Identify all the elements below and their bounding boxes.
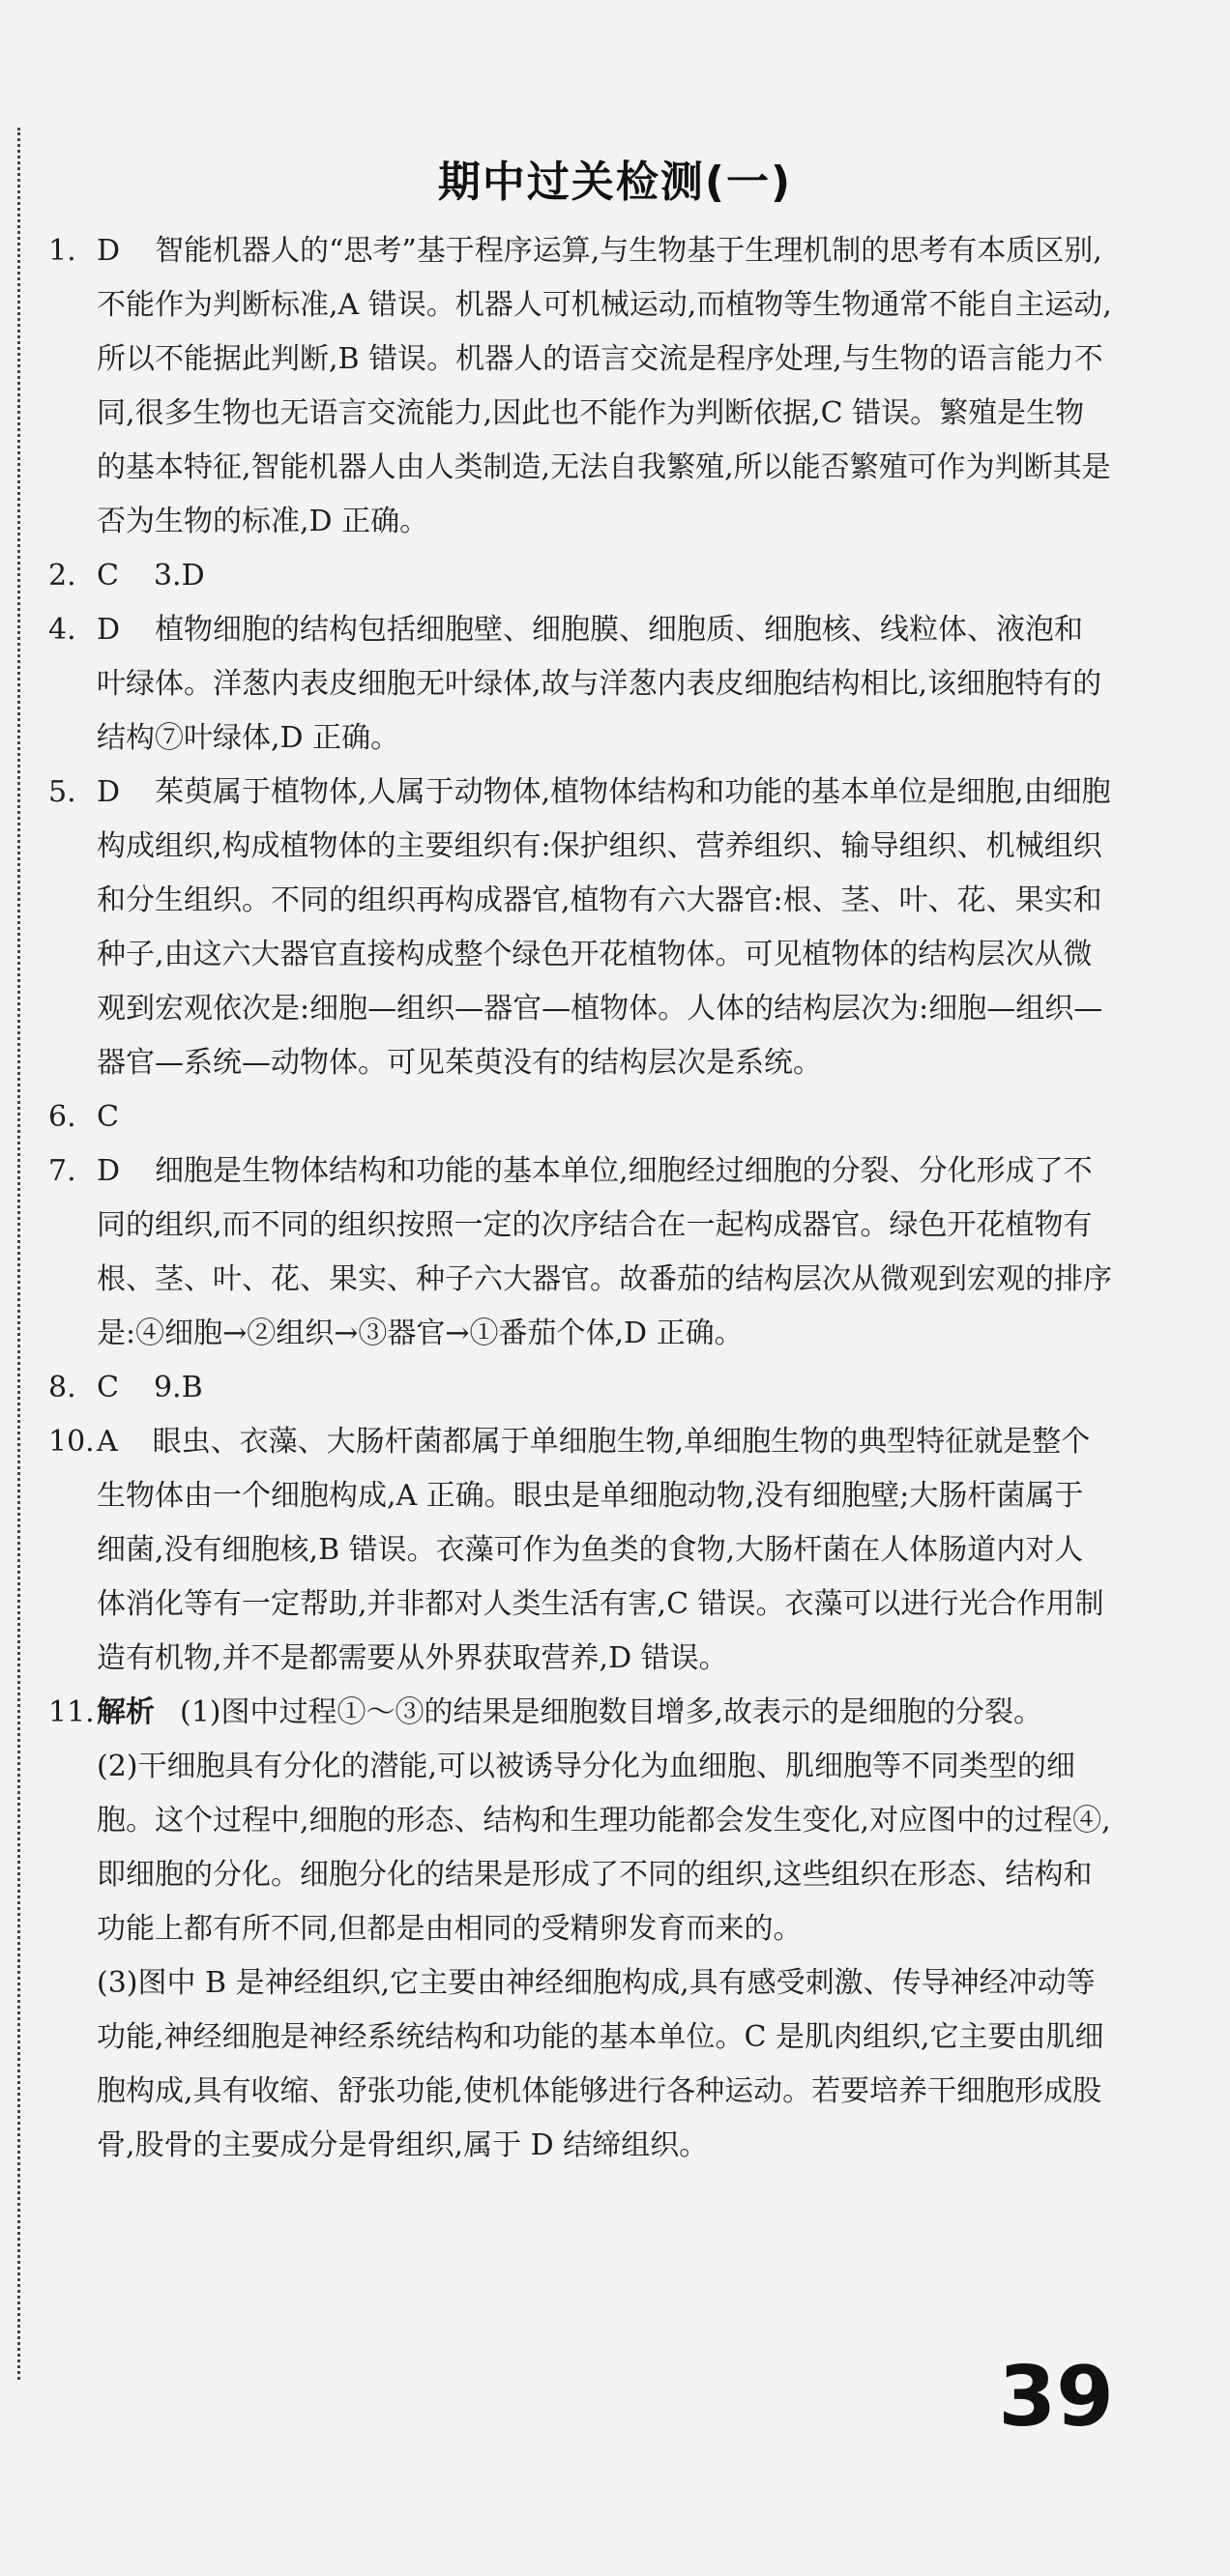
- item-answer: D: [97, 775, 121, 809]
- item-number: 8.: [48, 1371, 76, 1404]
- item-number: 7.: [48, 1154, 76, 1188]
- answer-item: [48, 603, 1112, 766]
- answer-item: [48, 549, 1112, 603]
- item-explanation: 智能机器人的“思考”基于程序运算,与生物基于生理机制的思考有本质区别,不能作为判断标准,A 错误。机器人可机械运动,而植物等生物通常不能自主运动,所以不能据此判断,B 错误。机器人的语言交流是程序处理,与生物的语言能力不同,很多生物也无语言交流能力,因此也不能作为判断依据,C 错误。繁殖是生物的基本特征,智能机器人由人类制造,无法自我繁殖,所以能否繁殖可作为判断其是否为生物的标准,D 正确。: [97, 234, 1112, 538]
- item-number: 5.: [48, 775, 76, 809]
- item-number: 4.: [48, 613, 76, 647]
- answer-item: [48, 1090, 1112, 1144]
- item-answer: C: [97, 559, 119, 593]
- analysis-paragraph-3: (3)图中 B 是神经组织,它主要由神经细胞构成,具有感受刺激、传导神经冲动等功能,神经细胞是神经系统结构和功能的基本单位。C 是肌肉组织,它主要由肌细胞构成,具有收缩、舒张功能,使机体能够进行各种运动。若要培养干细胞形成股骨,股骨的主要成分是骨组织,属于 D 结缔组织。: [97, 1966, 1104, 2162]
- item-explanation: 茱萸属于植物体,人属于动物体,植物体结构和功能的基本单位是细胞,由细胞构成组织,构成植物体的主要组织有:保护组织、营养组织、输导组织、机械组织和分生组织。不同的组织再构成器官,植物有六大器官:根、茎、叶、花、果实和种子,由这六大器官直接构成整个绿色开花植物体。可见植物体的结构层次从微观到宏观依次是:细胞—组织—器官—植物体。人体的结构层次为:细胞—组织—器官—系统—动物体。可见茱萸没有的结构层次是系统。: [97, 775, 1111, 1080]
- answer-list: [48, 224, 1112, 2173]
- item-explanation: 9.B: [153, 1371, 203, 1404]
- item-answer: D: [97, 234, 121, 268]
- analysis-keyword: 解析: [97, 1695, 155, 1729]
- item-explanation: 3.D: [153, 559, 205, 593]
- item-explanation: 植物细胞的结构包括细胞壁、细胞膜、细胞质、细胞核、线粒体、液泡和叶绿体。洋葱内表皮细胞无叶绿体,故与洋葱内表皮细胞结构相比,该细胞特有的结构⑦叶绿体,D 正确。: [97, 613, 1102, 755]
- item-answer: D: [97, 613, 121, 647]
- page-title: 期中过关检测(一): [437, 158, 793, 207]
- item-number: 2.: [48, 559, 76, 593]
- binding-dotted-line: [17, 128, 20, 2380]
- item-number: 11.: [48, 1695, 95, 1729]
- answer-item-11: [48, 1686, 1112, 2173]
- answer-item: [48, 1144, 1112, 1361]
- analysis-paragraph-1: (1)图中过程①～③的结果是细胞数目增多,故表示的是细胞的分裂。: [180, 1695, 1043, 1729]
- item-answer: A: [97, 1425, 118, 1459]
- item-answer: C: [97, 1371, 119, 1404]
- item-explanation: 眼虫、衣藻、大肠杆菌都属于单细胞生物,单细胞生物的典型特征就是整个生物体由一个细胞构成,A 正确。眼虫是单细胞动物,没有细胞壁;大肠杆菌属于细菌,没有细胞核,B 错误。衣藻可作为鱼类的食物,大肠杆菌在人体肠道内对人体消化等有一定帮助,并非都对人类生活有害,C 错误。衣藻可以进行光合作用制造有机物,并不是都需要从外界获取营养,D 错误。: [97, 1425, 1104, 1675]
- item-number: 10.: [48, 1425, 95, 1459]
- item-number: 6.: [48, 1100, 76, 1134]
- item-answer: C: [97, 1100, 119, 1134]
- page-number: 39: [998, 2349, 1114, 2446]
- item-explanation: 细胞是生物体结构和功能的基本单位,细胞经过细胞的分裂、分化形成了不同的组织,而不同的组织按照一定的次序结合在一起构成器官。绿色开花植物有根、茎、叶、花、果实、种子六大器官。故番茄的结构层次从微观到宏观的排序是:④细胞→②组织→③器官→①番茄个体,D 正确。: [97, 1154, 1112, 1350]
- analysis-paragraph-2: (2)干细胞具有分化的潜能,可以被诱导分化为血细胞、肌细胞等不同类型的细胞。这个过程中,细胞的形态、结构和生理功能都会发生变化,对应图中的过程④,即细胞的分化。细胞分化的结果是形成了不同的组织,这些组织在形态、结构和功能上都有所不同,但都是由相同的受精卵发育而来的。: [97, 1750, 1111, 1946]
- answer-item: [48, 766, 1112, 1090]
- item-number: 1.: [48, 234, 76, 268]
- answer-item: [48, 1361, 1112, 1415]
- item-answer: D: [97, 1154, 121, 1188]
- answer-item: [48, 1415, 1112, 1686]
- answer-item: [48, 224, 1112, 549]
